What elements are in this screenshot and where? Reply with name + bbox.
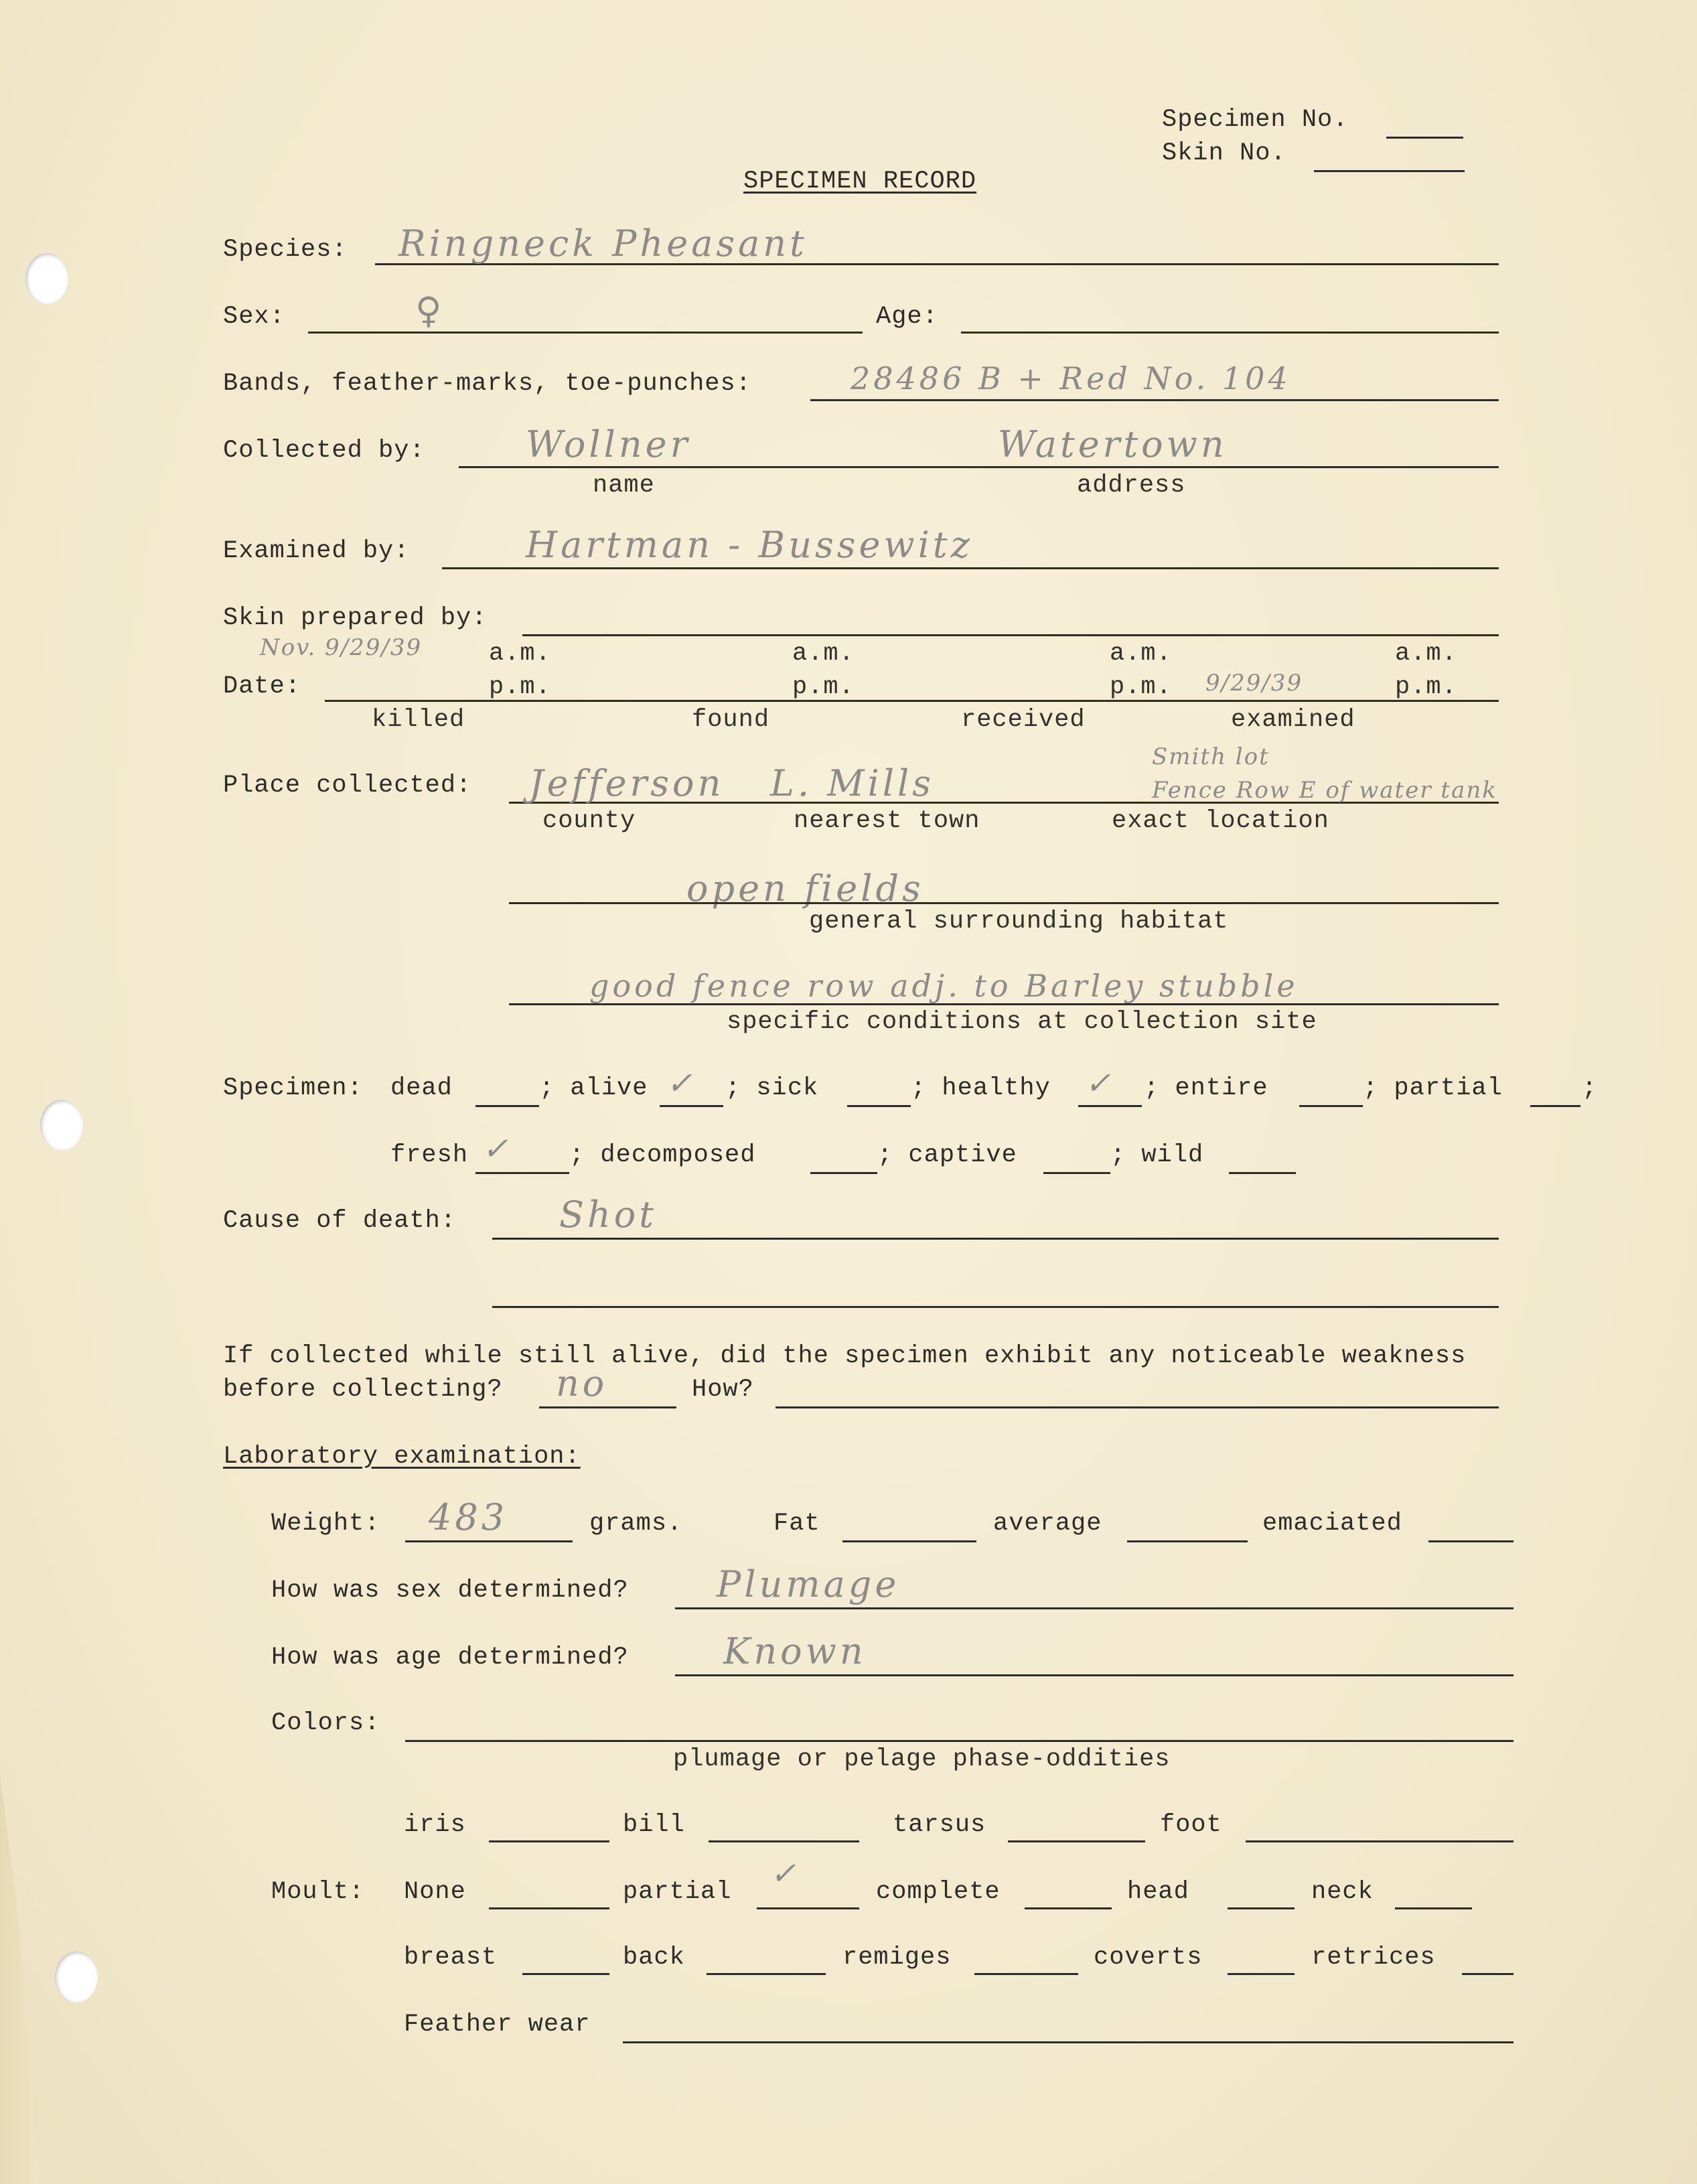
colors-line[interactable] — [405, 1740, 1514, 1742]
grams-label: grams. — [589, 1510, 683, 1538]
moult-partial-label: partial — [623, 1878, 732, 1906]
iris-label: iris — [404, 1811, 466, 1839]
captive-label: ; captive — [877, 1141, 1017, 1169]
remiges-line[interactable] — [974, 1973, 1078, 1975]
coverts-line[interactable] — [1228, 1973, 1295, 1975]
sick-label: ; sick — [725, 1074, 819, 1102]
sex-line[interactable] — [308, 332, 863, 334]
dead-label: dead — [390, 1074, 453, 1102]
head-label: head — [1127, 1878, 1189, 1906]
partial-label: ; partial — [1363, 1074, 1503, 1102]
fresh-line[interactable] — [475, 1172, 569, 1174]
bands-label: Bands, feather-marks, toe-punches: — [223, 370, 751, 398]
moult-label: Moult: — [271, 1878, 365, 1906]
species-label: Species: — [223, 236, 348, 264]
punch-hole-top — [25, 253, 68, 304]
date-label: Date: — [223, 672, 301, 701]
partial-line[interactable] — [1530, 1105, 1580, 1107]
name-caption: name — [593, 471, 655, 500]
killed-pm: p.m. — [489, 673, 551, 701]
skin-no-line[interactable] — [1314, 170, 1465, 172]
collected-by-line[interactable] — [459, 466, 1499, 468]
examined-date-entry: 9/29/39 — [1205, 670, 1303, 697]
county-entry: Jefferson — [529, 762, 725, 804]
fat-label: Fat — [773, 1510, 820, 1538]
nearest-town-caption: nearest town — [794, 807, 980, 835]
average-line[interactable] — [1127, 1540, 1248, 1542]
weight-line[interactable] — [405, 1540, 573, 1542]
foot-line[interactable] — [1246, 1840, 1514, 1842]
sex-determined-entry: Plumage — [717, 1563, 900, 1605]
wild-label: ; wild — [1110, 1141, 1204, 1169]
tarsus-line[interactable] — [1008, 1840, 1145, 1842]
back-line[interactable] — [707, 1973, 826, 1975]
bill-label: bill — [623, 1811, 685, 1839]
alive-label: ; alive — [539, 1074, 648, 1102]
found-pm: p.m. — [792, 673, 855, 701]
skin-prepared-label: Skin prepared by: — [223, 604, 488, 632]
place-collected-label: Place collected: — [223, 772, 472, 800]
sex-determined-line[interactable] — [675, 1607, 1514, 1609]
retrices-line[interactable] — [1462, 1973, 1514, 1975]
complete-label: complete — [876, 1878, 1001, 1906]
emaciated-label: emaciated — [1262, 1510, 1402, 1538]
entire-line[interactable] — [1299, 1105, 1363, 1107]
sick-line[interactable] — [847, 1105, 911, 1107]
bands-entry: 28486 B + Red No. 104 — [851, 360, 1291, 396]
age-determined-label: How was age determined? — [271, 1644, 629, 1672]
moult-none-line[interactable] — [489, 1907, 609, 1909]
killed-caption: killed — [372, 706, 465, 734]
weakness-answer-entry: no — [556, 1362, 608, 1404]
moult-none-label: None — [404, 1878, 466, 1906]
fresh-check: ✓ — [482, 1131, 512, 1167]
specimen-no-label: Specimen No. — [1162, 106, 1349, 134]
sex-entry: ♀ — [415, 289, 445, 332]
received-caption: received — [961, 706, 1086, 734]
examined-by-line[interactable] — [442, 567, 1499, 569]
captive-line[interactable] — [1043, 1172, 1110, 1174]
emaciated-line[interactable] — [1428, 1540, 1514, 1542]
feather-wear-label: Feather wear — [404, 2011, 591, 2039]
alive-line[interactable] — [660, 1105, 723, 1107]
paper-edge — [0, 1775, 40, 2184]
specific-conditions-line[interactable] — [509, 1003, 1499, 1005]
weight-entry: 483 — [429, 1496, 508, 1538]
age-determined-entry: Known — [723, 1630, 867, 1672]
collector-address-entry: Watertown — [998, 423, 1228, 465]
remiges-label: remiges — [842, 1944, 952, 1972]
breast-line[interactable] — [522, 1973, 609, 1975]
general-habitat-caption: general surrounding habitat — [809, 907, 1229, 936]
examined-by-entry: Hartman - Bussewitz — [526, 524, 974, 566]
specimen-no-line[interactable] — [1386, 137, 1463, 139]
punch-hole-middle — [40, 1100, 83, 1151]
specific-conditions-caption: specific conditions at collection site — [727, 1008, 1317, 1036]
bill-line[interactable] — [709, 1840, 859, 1842]
tarsus-label: tarsus — [893, 1811, 986, 1839]
alive-check: ✓ — [666, 1065, 696, 1101]
exact-location-entry-1: Smith lot — [1152, 743, 1270, 770]
weakness-question-2: before collecting? — [223, 1376, 503, 1404]
weakness-answer-line[interactable] — [539, 1406, 676, 1408]
exact-location-entry-2: Fence Row E of water tank — [1152, 777, 1497, 804]
bands-line[interactable] — [810, 399, 1499, 401]
lab-exam-heading: Laboratory examination: — [223, 1443, 581, 1471]
coverts-label: coverts — [1094, 1944, 1203, 1972]
iris-line[interactable] — [489, 1840, 609, 1842]
specimen-label: Specimen: — [223, 1074, 363, 1102]
foot-label: foot — [1160, 1811, 1222, 1839]
collector-name-entry: Wollner — [526, 423, 691, 465]
breast-label: breast — [404, 1944, 498, 1972]
species-entry: Ringneck Pheasant — [398, 222, 808, 265]
complete-line[interactable] — [1025, 1907, 1112, 1909]
skin-prepared-line[interactable] — [522, 634, 1499, 636]
decomposed-line[interactable] — [810, 1172, 877, 1174]
age-label: Age: — [876, 303, 938, 331]
feather-wear-line[interactable] — [623, 2041, 1514, 2043]
head-line[interactable] — [1228, 1907, 1295, 1909]
received-am: a.m. — [1110, 640, 1172, 668]
cause-of-death-line-2[interactable] — [492, 1306, 1499, 1308]
killed-date-entry: Nov. 9/29/39 — [260, 634, 423, 661]
back-label: back — [623, 1944, 685, 1972]
weakness-question-1: If collected while still alive, did the specimen exhibit any noticeable weakness — [223, 1342, 1467, 1370]
county-caption: county — [542, 807, 636, 835]
colors-label: Colors: — [271, 1709, 380, 1737]
fresh-label: fresh — [390, 1141, 469, 1169]
address-caption: address — [1077, 471, 1186, 500]
received-pm: p.m. — [1110, 673, 1172, 701]
age-line[interactable] — [961, 332, 1499, 334]
found-am: a.m. — [792, 640, 855, 668]
wild-line[interactable] — [1229, 1172, 1296, 1174]
neck-label: neck — [1311, 1878, 1374, 1906]
decomposed-label: ; decomposed — [569, 1141, 756, 1169]
partial-semicolon: ; — [1582, 1074, 1598, 1102]
healthy-line[interactable] — [1078, 1105, 1142, 1107]
sex-determined-label: How was sex determined? — [271, 1577, 629, 1605]
average-label: average — [993, 1510, 1102, 1538]
moult-partial-check: ✓ — [770, 1855, 800, 1891]
fat-line[interactable] — [842, 1540, 976, 1542]
retrices-label: retrices — [1311, 1944, 1436, 1972]
specific-conditions-entry: good fence row adj. to Barley stubble — [589, 968, 1299, 1004]
general-habitat-entry: open fields — [686, 867, 924, 909]
neck-line[interactable] — [1395, 1907, 1472, 1909]
examined-am: a.m. — [1395, 640, 1457, 668]
how-label: How? — [692, 1376, 754, 1404]
page-title: SPECIMEN RECORD — [743, 167, 977, 196]
examined-pm: p.m. — [1395, 673, 1457, 701]
entire-label: ; entire — [1144, 1074, 1268, 1102]
age-determined-line[interactable] — [675, 1674, 1514, 1676]
how-line[interactable] — [776, 1406, 1499, 1408]
cause-of-death-line[interactable] — [492, 1238, 1499, 1240]
weight-label: Weight: — [271, 1510, 380, 1538]
general-habitat-line[interactable] — [509, 902, 1499, 904]
skin-no-label: Skin No. — [1162, 139, 1286, 167]
sex-label: Sex: — [223, 303, 285, 331]
examined-caption: examined — [1231, 706, 1355, 734]
healthy-check: ✓ — [1085, 1065, 1114, 1101]
date-line[interactable] — [325, 700, 1499, 702]
nearest-town-entry: L. Mills — [770, 762, 935, 804]
punch-hole-bottom — [55, 1952, 98, 2003]
killed-am: a.m. — [489, 640, 551, 668]
cause-of-death-entry: Shot — [559, 1193, 657, 1236]
dead-line[interactable] — [475, 1105, 539, 1107]
plumage-oddities-caption: plumage or pelage phase-oddities — [673, 1745, 1171, 1773]
moult-partial-line[interactable] — [757, 1907, 859, 1909]
cause-of-death-label: Cause of death: — [223, 1207, 457, 1235]
found-caption: found — [692, 706, 770, 734]
collected-by-label: Collected by: — [223, 437, 425, 465]
exact-location-caption: exact location — [1112, 807, 1329, 835]
healthy-label: ; healthy — [911, 1074, 1051, 1102]
examined-by-label: Examined by: — [223, 537, 410, 565]
